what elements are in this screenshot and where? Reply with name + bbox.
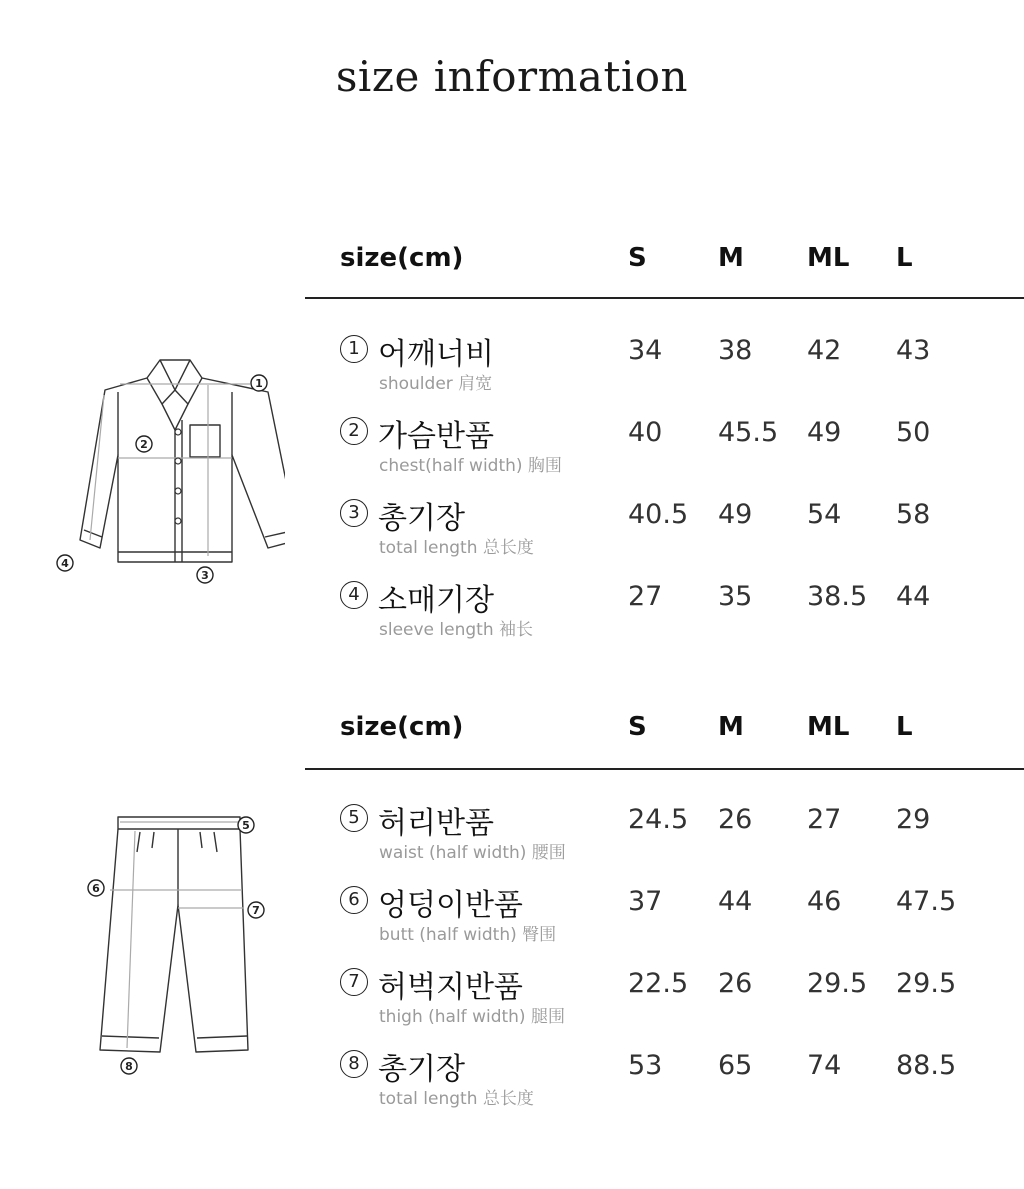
row-number: 4 (340, 581, 368, 609)
header-size-m: M (718, 712, 744, 742)
value-ml: 49 (807, 417, 842, 448)
value-s: 27 (628, 581, 663, 612)
value-m: 26 (718, 968, 753, 999)
header-size-m: M (718, 243, 744, 273)
row-sublabel: thigh (half width) 腿围 (379, 1007, 565, 1027)
value-m: 35 (718, 581, 753, 612)
marker-2-label: 2 (140, 438, 148, 451)
page-title: size information (335, 52, 689, 101)
value-l: 29.5 (896, 968, 957, 999)
marker-5-label: 5 (242, 819, 250, 832)
row-number: 2 (340, 417, 368, 445)
header-size-l: L (896, 712, 913, 742)
value-m: 26 (718, 804, 753, 835)
value-l: 29 (896, 804, 931, 835)
table-row (0, 882, 1024, 952)
table-row (0, 964, 1024, 1034)
marker-3-label: 3 (201, 569, 209, 582)
table-row (0, 800, 1024, 870)
value-l: 44 (896, 581, 931, 612)
header-divider (305, 297, 1024, 299)
marker-6-label: 6 (92, 882, 100, 895)
header-size-ml: ML (807, 712, 850, 742)
value-s: 22.5 (628, 968, 689, 999)
marker-8-label: 8 (125, 1060, 133, 1073)
value-l: 58 (896, 499, 931, 530)
row-label: 어깨너비 (378, 337, 494, 372)
row-number: 5 (340, 804, 368, 832)
value-ml: 38.5 (807, 581, 868, 612)
table-row (0, 1046, 1024, 1116)
row-sublabel: total length 总长度 (379, 538, 534, 558)
table-row (0, 495, 1024, 565)
row-number: 7 (340, 968, 368, 996)
table-row (0, 413, 1024, 483)
row-sublabel: total length 总长度 (379, 1089, 534, 1109)
header-size-s: S (628, 712, 647, 742)
value-s: 37 (628, 886, 663, 917)
value-s: 24.5 (628, 804, 689, 835)
value-m: 65 (718, 1050, 753, 1081)
value-m: 44 (718, 886, 753, 917)
value-ml: 29.5 (807, 968, 868, 999)
header-divider (305, 768, 1024, 770)
table-row (0, 331, 1024, 401)
row-sublabel: waist (half width) 腰围 (379, 843, 566, 863)
row-label: 총기장 (378, 501, 465, 536)
value-s: 34 (628, 335, 663, 366)
value-s: 40 (628, 417, 663, 448)
row-sublabel: chest(half width) 胸围 (379, 456, 562, 476)
value-ml: 46 (807, 886, 842, 917)
value-ml: 42 (807, 335, 842, 366)
row-number: 1 (340, 335, 368, 363)
marker-4-label: 4 (61, 557, 69, 570)
value-m: 49 (718, 499, 753, 530)
value-m: 38 (718, 335, 753, 366)
value-l: 88.5 (896, 1050, 957, 1081)
header-size-label: size(cm) (340, 243, 464, 273)
table-row (0, 577, 1024, 647)
value-m: 45.5 (718, 417, 779, 448)
row-label: 엉덩이반품 (378, 888, 523, 923)
value-ml: 54 (807, 499, 842, 530)
row-sublabel: sleeve length 袖长 (379, 620, 534, 640)
row-label: 가슴반품 (378, 419, 494, 454)
value-ml: 74 (807, 1050, 842, 1081)
row-sublabel: shoulder 肩宽 (379, 374, 493, 394)
header-size-l: L (896, 243, 913, 273)
value-l: 43 (896, 335, 931, 366)
value-l: 50 (896, 417, 931, 448)
row-label: 총기장 (378, 1052, 465, 1087)
row-label: 허벅지반품 (378, 970, 523, 1005)
header-size-label: size(cm) (340, 712, 464, 742)
value-s: 53 (628, 1050, 663, 1081)
value-l: 47.5 (896, 886, 957, 917)
marker-1-label: 1 (255, 377, 263, 390)
row-label: 허리반품 (378, 806, 494, 841)
row-number: 8 (340, 1050, 368, 1078)
row-number: 3 (340, 499, 368, 527)
row-number: 6 (340, 886, 368, 914)
value-ml: 27 (807, 804, 842, 835)
row-label: 소매기장 (378, 583, 494, 618)
marker-7-label: 7 (252, 904, 260, 917)
value-s: 40.5 (628, 499, 689, 530)
row-sublabel: butt (half width) 臀围 (379, 925, 557, 945)
header-size-ml: ML (807, 243, 850, 273)
header-size-s: S (628, 243, 647, 273)
